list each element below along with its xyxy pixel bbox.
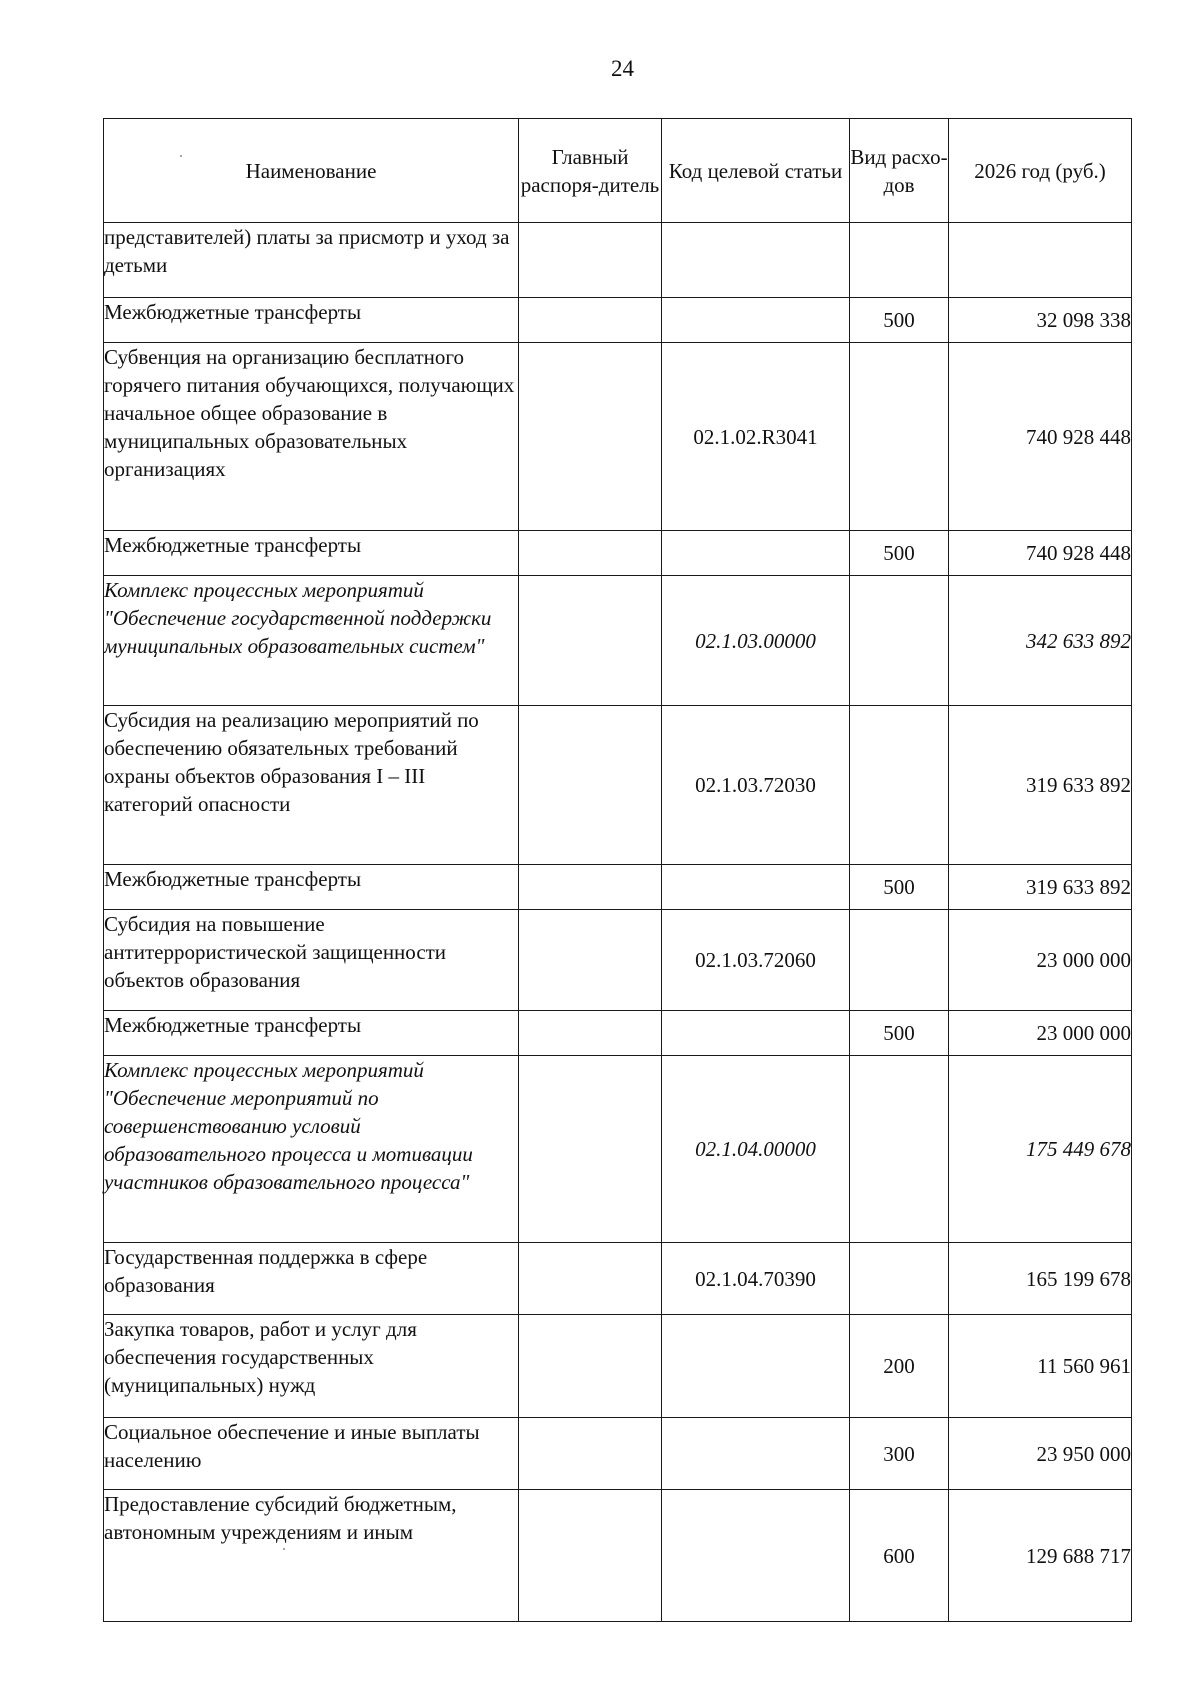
cell-name: Межбюджетные трансферты — [104, 531, 519, 576]
header-name-label: Наименование — [245, 158, 377, 183]
cell-name: Государственная поддержка в сфере образования — [104, 1243, 519, 1315]
cell-name: Субсидия на реализацию мероприятий по обеспечению обязательных требований охраны объектов образования I – III категорий опасности — [104, 706, 519, 865]
cell-expense-type: 200 — [850, 1315, 949, 1418]
cell-main-manager — [519, 298, 662, 343]
table-row — [104, 1490, 1132, 1622]
table-row — [104, 223, 1132, 298]
cell-amount: 129 688 717 — [949, 1490, 1132, 1622]
cell-target-code — [662, 1011, 850, 1056]
cell-amount: 740 928 448 — [949, 531, 1132, 576]
cell-main-manager — [519, 1315, 662, 1418]
table-row — [104, 1418, 1132, 1490]
cell-target-code — [662, 531, 850, 576]
table-row — [104, 576, 1132, 706]
cell-name: Межбюджетные трансферты — [104, 865, 519, 910]
header-name — [104, 119, 519, 223]
scan-speck — [283, 1548, 285, 1550]
cell-name: Предоставление субсидий бюджетным, автономным учреждениям и иным — [104, 1490, 519, 1622]
cell-name: Межбюджетные трансферты — [104, 1011, 519, 1056]
page-number: 24 — [611, 56, 634, 81]
table-body — [104, 223, 1132, 1622]
header-expense-type — [850, 119, 949, 223]
cell-target-code: 02.1.02.R3041 — [662, 343, 850, 531]
cell-main-manager — [519, 706, 662, 865]
cell-target-code: 02.1.03.72060 — [662, 910, 850, 1011]
cell-amount: 11 560 961 — [949, 1315, 1132, 1418]
cell-name: Субвенция на организацию бесплатного горячего питания обучающихся, получающих начальное общее образование в муниципальных образовательных организациях — [104, 343, 519, 531]
header-year-amount — [949, 119, 1132, 223]
table-row — [104, 343, 1132, 531]
table-row — [104, 865, 1132, 910]
cell-target-code — [662, 223, 850, 298]
cell-amount — [949, 223, 1132, 298]
cell-main-manager — [519, 1418, 662, 1490]
cell-target-code: 02.1.04.70390 — [662, 1243, 850, 1315]
cell-expense-type: 600 — [850, 1490, 949, 1622]
table-row — [104, 1315, 1132, 1418]
table-row — [104, 1011, 1132, 1056]
cell-expense-type — [850, 1056, 949, 1243]
cell-amount: 175 449 678 — [949, 1056, 1132, 1243]
cell-name: Субсидия на повышение антитеррористической защищенности объектов образования — [104, 910, 519, 1011]
cell-main-manager — [519, 223, 662, 298]
cell-target-code: 02.1.03.00000 — [662, 576, 850, 706]
cell-main-manager — [519, 1243, 662, 1315]
cell-name: представителей) платы за присмотр и уход за детьми — [104, 223, 519, 298]
cell-main-manager — [519, 576, 662, 706]
table-row — [104, 298, 1132, 343]
cell-main-manager — [519, 1011, 662, 1056]
cell-amount: 165 199 678 — [949, 1243, 1132, 1315]
cell-name: Комплекс процессных мероприятий "Обеспечение государственной поддержки муниципальных образовательных систем" — [104, 576, 519, 706]
table-row — [104, 706, 1132, 865]
cell-expense-type: 500 — [850, 865, 949, 910]
cell-amount: 32 098 338 — [949, 298, 1132, 343]
scan-speck — [180, 155, 182, 157]
cell-name: Закупка товаров, работ и услуг для обеспечения государственных (муниципальных) нужд — [104, 1315, 519, 1418]
cell-main-manager — [519, 531, 662, 576]
cell-name: Межбюджетные трансферты — [104, 298, 519, 343]
header-target-code-label: Код целевой статьи — [668, 158, 843, 183]
cell-main-manager — [519, 1490, 662, 1622]
cell-expense-type: 500 — [850, 1011, 949, 1056]
cell-expense-type — [850, 1243, 949, 1315]
header-year-amount-label: 2026 год (руб.) — [974, 158, 1106, 183]
cell-target-code — [662, 298, 850, 343]
cell-target-code: 02.1.04.00000 — [662, 1056, 850, 1243]
cell-target-code — [662, 865, 850, 910]
cell-expense-type — [850, 576, 949, 706]
table-row — [104, 1243, 1132, 1315]
cell-target-code — [662, 1490, 850, 1622]
cell-amount: 342 633 892 — [949, 576, 1132, 706]
cell-amount: 23 000 000 — [949, 910, 1132, 1011]
table-row — [104, 910, 1132, 1011]
table-row — [104, 1056, 1132, 1243]
cell-main-manager — [519, 343, 662, 531]
cell-expense-type — [850, 343, 949, 531]
cell-expense-type: 500 — [850, 298, 949, 343]
cell-target-code: 02.1.03.72030 — [662, 706, 850, 865]
cell-target-code — [662, 1315, 850, 1418]
table-row — [104, 531, 1132, 576]
cell-amount: 740 928 448 — [949, 343, 1132, 531]
cell-amount: 23 950 000 — [949, 1418, 1132, 1490]
cell-expense-type: 500 — [850, 531, 949, 576]
cell-amount: 319 633 892 — [949, 865, 1132, 910]
cell-main-manager — [519, 910, 662, 1011]
cell-expense-type — [850, 706, 949, 865]
cell-name: Социальное обеспечение и иные выплаты населению — [104, 1418, 519, 1490]
cell-main-manager — [519, 865, 662, 910]
cell-amount: 319 633 892 — [949, 706, 1132, 865]
header-target-code — [662, 119, 850, 223]
header-main-manager — [519, 119, 662, 223]
cell-main-manager — [519, 1056, 662, 1243]
cell-amount: 23 000 000 — [949, 1011, 1132, 1056]
header-expense-type-label: Вид расхо-дов — [850, 144, 948, 197]
budget-table — [103, 118, 1132, 1622]
cell-expense-type: 300 — [850, 1418, 949, 1490]
cell-name: Комплекс процессных мероприятий "Обеспечение мероприятий по совершенствованию условий образовательного процесса и мотивации участников образовательного процесса" — [104, 1056, 519, 1243]
header-main-manager-label: Главный распоря-дитель — [520, 144, 660, 197]
cell-expense-type — [850, 910, 949, 1011]
table-header-row — [104, 119, 1132, 223]
cell-expense-type — [850, 223, 949, 298]
cell-target-code — [662, 1418, 850, 1490]
